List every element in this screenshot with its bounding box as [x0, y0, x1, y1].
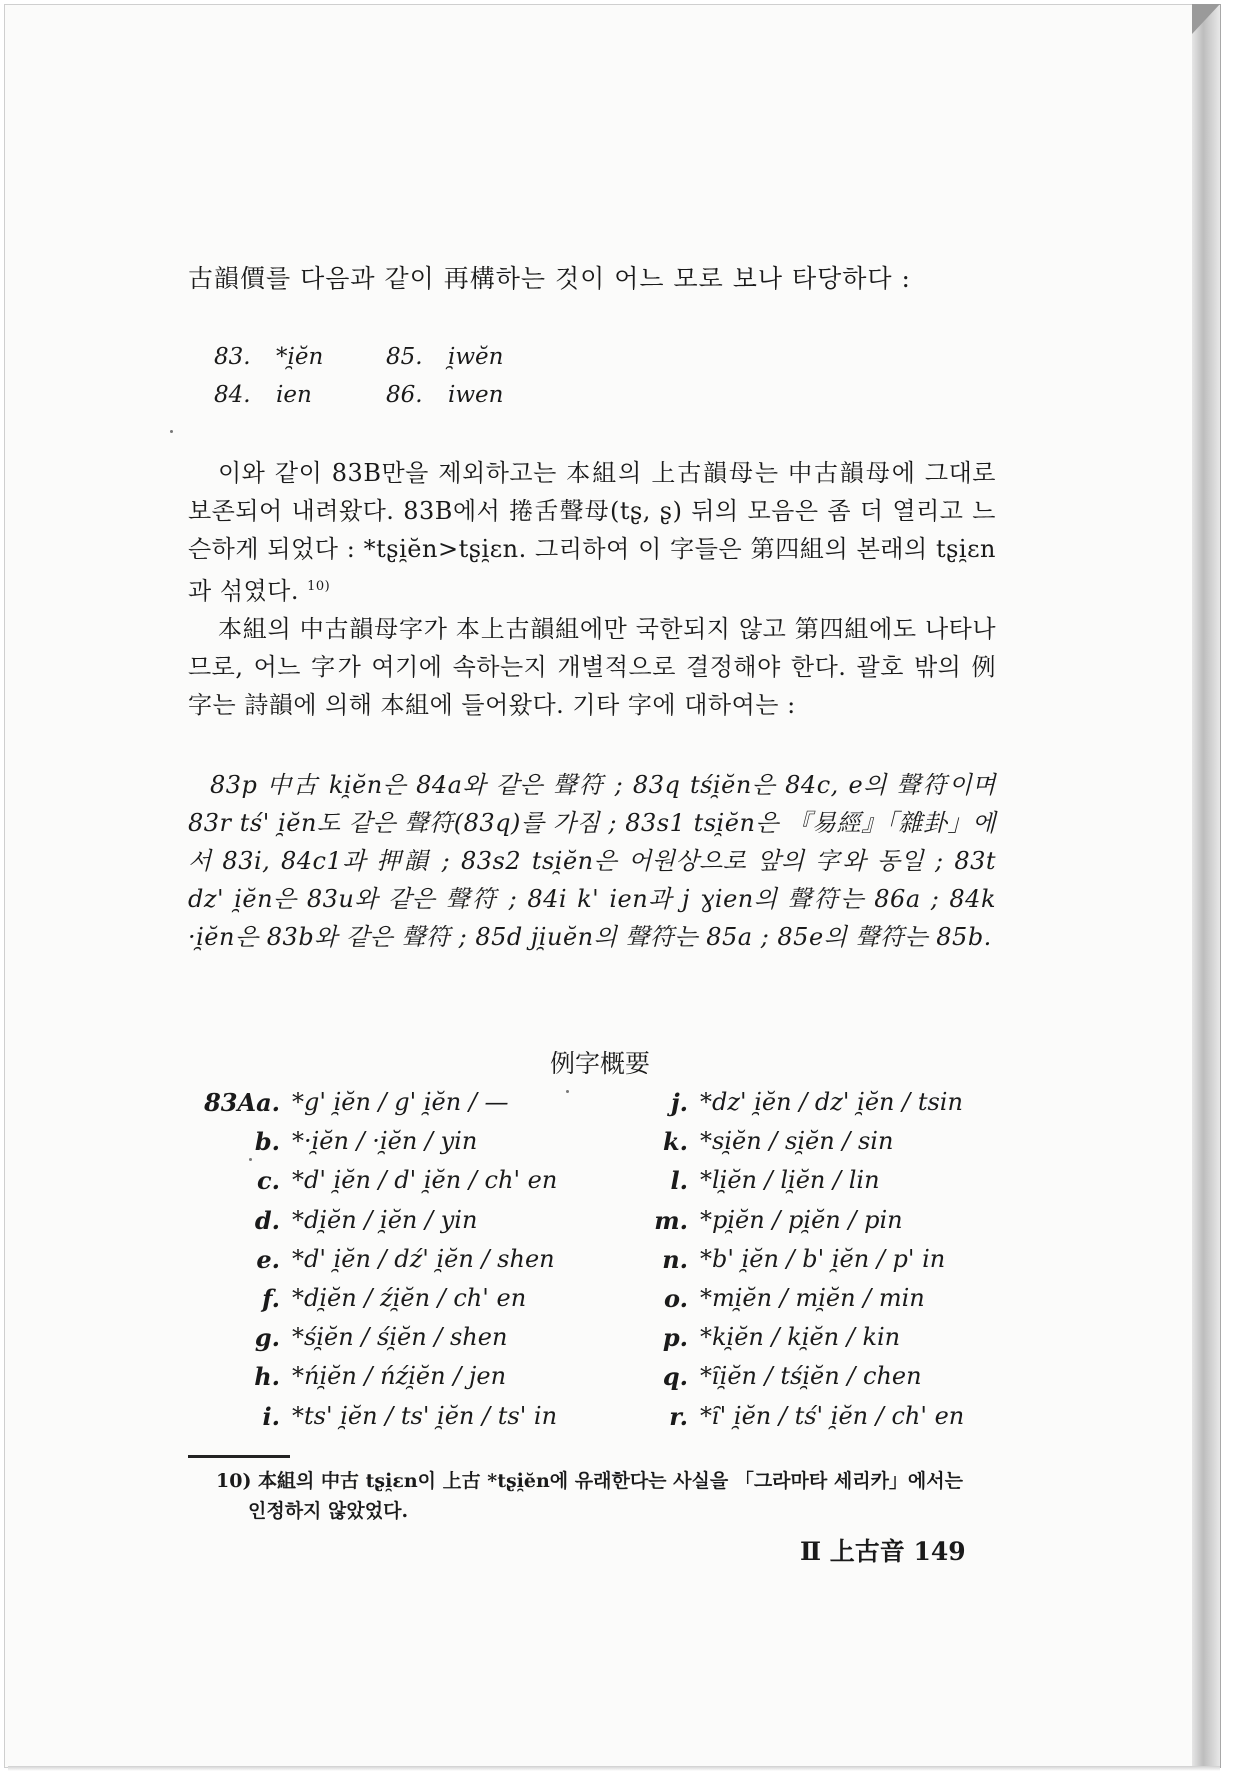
- paragraph-2: 本組의 中古韻母字가 本上古韻組에만 국한되지 않고 第四組에도 나타나므로, 어느 字가 여기에 속하는지 개별적으로 결정해야 한다. 괄호 밖의 例字는 詩韻에 의해 本組에 들어왔다. 기타 字에 대하여는 :: [188, 615, 996, 719]
- speck: [249, 1158, 252, 1161]
- example-row: [648, 1161, 964, 1200]
- example-label: o.: [664, 1283, 688, 1313]
- example-label: l.: [670, 1166, 688, 1196]
- example-label: k.: [663, 1127, 688, 1157]
- examples-left-column: [198, 1083, 557, 1436]
- example-row: [198, 1083, 557, 1122]
- example-form: *ts' i̯ĕn / ts' i̯ĕn / ts' in: [292, 1401, 558, 1430]
- page-curl-edge: [1192, 4, 1221, 1768]
- speck: [170, 430, 173, 433]
- example-row: [648, 1083, 964, 1122]
- example-row: [198, 1122, 557, 1161]
- example-form: *g' i̯ĕn / g' i̯ĕn / —: [292, 1088, 509, 1116]
- example-row: [648, 1240, 964, 1279]
- reconstruction-number: 83.: [214, 344, 251, 370]
- example-label: 83Aa.: [204, 1088, 280, 1117]
- example-form: *·i̯ĕn / ·i̯ĕn / yin: [292, 1127, 478, 1156]
- example-form: *b' i̯ĕn / b' i̯ĕn / p' in: [700, 1244, 946, 1273]
- example-label: h.: [254, 1362, 280, 1392]
- reconstruction-value: i̯wĕn: [448, 344, 504, 370]
- example-row: [198, 1240, 557, 1279]
- example-row: [648, 1318, 964, 1357]
- example-label: m.: [654, 1205, 688, 1235]
- paragraph-1-text: 이와 같이 83B만을 제외하고는 本組의 上古韻母는 中古韻母에 그대로 보존되어 내려왔다. 83B에서 捲舌聲母(tʂ, ʂ) 뒤의 모음은 좀 더 열리고 느슨하게 되었다 : *tʂi̯ĕn>tʂi̯ɛn. 그리하여 이 字들은 第四組의 본래의 tʂi̯ɛn과 섞였다.: [188, 459, 996, 605]
- paragraph-1: [188, 454, 996, 610]
- example-label: d.: [254, 1205, 280, 1235]
- example-form: *li̯ĕn / li̯ĕn / lin: [700, 1166, 880, 1195]
- footnote-divider: [188, 1455, 290, 1458]
- reconstruction-number: 84.: [214, 382, 251, 408]
- intro-sentence: 古韻價를 다음과 같이 再構하는 것이 어느 모로 보나 타당하다 :: [188, 264, 911, 293]
- example-label: q.: [662, 1362, 688, 1392]
- example-row: [198, 1357, 557, 1396]
- example-row: [648, 1122, 964, 1161]
- reconstruction-row: [214, 338, 544, 376]
- example-label: i.: [262, 1401, 280, 1431]
- example-label: g.: [254, 1323, 280, 1353]
- example-row: [648, 1357, 964, 1396]
- example-row: [648, 1279, 964, 1318]
- paragraph-3: 83p 中古 ki̯ĕn은 84a와 같은 聲符 ; 83q tśi̯ĕn은 84c, e의 聲符이며 83r tś' i̯ĕn도 같은 聲符(83q)를 가짐 ; 83s1 tsi̯ĕn은 『易經』「雜卦」에서 83i, 84c1과 押韻 ; 83s2 tsi̯ĕn은 어원상으로 앞의 字와 동일 ; 83t dz' i̯ĕn은 83u와 같은 聲符 ; 84i k' ien과 j ɣien의 聲符는 86a ; 84k ·i̯ĕn은 83b와 같은 聲符 ; 85d ji̯uĕn의 聲符는 85a ; 85e의 聲符는 85b.: [188, 771, 996, 951]
- example-label: p.: [662, 1323, 688, 1353]
- example-label: r.: [669, 1401, 688, 1431]
- example-form: *ńi̯ĕn / ńźi̯ĕn / jen: [292, 1362, 507, 1391]
- example-form: *ȋi̯ĕn / tśi̯ĕn / chen: [700, 1362, 922, 1391]
- footnote-ref[interactable]: 10): [307, 579, 331, 594]
- example-label: c.: [257, 1166, 280, 1196]
- reconstruction-number: 85.: [386, 344, 423, 370]
- example-form: *ki̯ĕn / ki̯ĕn / kin: [700, 1323, 901, 1352]
- footnote-line: 인정하지 않았었다.: [248, 1500, 409, 1522]
- reconstruction-number: 86.: [386, 382, 423, 408]
- example-form: *dz' i̯ĕn / dz' i̯ĕn / tsin: [700, 1088, 963, 1116]
- example-label: n.: [662, 1244, 688, 1274]
- reconstruction-value: *i̯ĕn: [276, 344, 324, 370]
- example-row: [198, 1201, 557, 1240]
- reconstruction-list: [214, 338, 544, 414]
- page-shadow: [8, 1766, 1220, 1771]
- footnote-line: 10) 本組의 中古 tʂi̯ɛn이 上古 *tʂi̯ĕn에 유래한다는 사실을 「그라마타 세리카」에서는: [216, 1470, 963, 1492]
- reconstruction-value: iwen: [448, 382, 504, 408]
- example-row: [198, 1279, 557, 1318]
- example-form: *di̯ĕn / źi̯ĕn / ch' en: [292, 1283, 527, 1312]
- example-row: [648, 1201, 964, 1240]
- example-row: [198, 1397, 557, 1436]
- example-label: b.: [254, 1127, 280, 1157]
- speck: [566, 1090, 569, 1093]
- example-form: *mi̯ĕn / mi̯ĕn / min: [700, 1283, 925, 1312]
- page-header-number: Ⅱ 上古音 149: [800, 1537, 966, 1566]
- example-label: j.: [670, 1088, 688, 1117]
- reconstruction-row: [214, 376, 544, 414]
- example-row: [648, 1397, 964, 1436]
- example-form: *di̯ĕn / i̯ĕn / yin: [292, 1205, 478, 1234]
- examples-title: 例字概要: [549, 1049, 650, 1078]
- example-form: *d' i̯ĕn / dź' i̯ĕn / shen: [292, 1244, 555, 1273]
- example-form: *śi̯ĕn / śi̯ĕn / shen: [292, 1323, 508, 1352]
- example-label: e.: [256, 1244, 280, 1274]
- examples-right-column: [648, 1083, 964, 1436]
- example-form: *d' i̯ĕn / d' i̯ĕn / ch' en: [292, 1166, 558, 1195]
- example-row: [198, 1161, 557, 1200]
- example-form: *pi̯ĕn / pi̯ĕn / pin: [700, 1205, 903, 1234]
- example-row: [198, 1318, 557, 1357]
- page-fold-corner: [1192, 4, 1220, 34]
- example-label: f.: [262, 1283, 280, 1313]
- reconstruction-value: ien: [276, 382, 312, 408]
- example-form: *si̯ĕn / si̯ĕn / sin: [700, 1127, 894, 1156]
- footnote: [216, 1466, 1006, 1526]
- example-form: *ȋ' i̯ĕn / tś' i̯ĕn / ch' en: [700, 1401, 965, 1430]
